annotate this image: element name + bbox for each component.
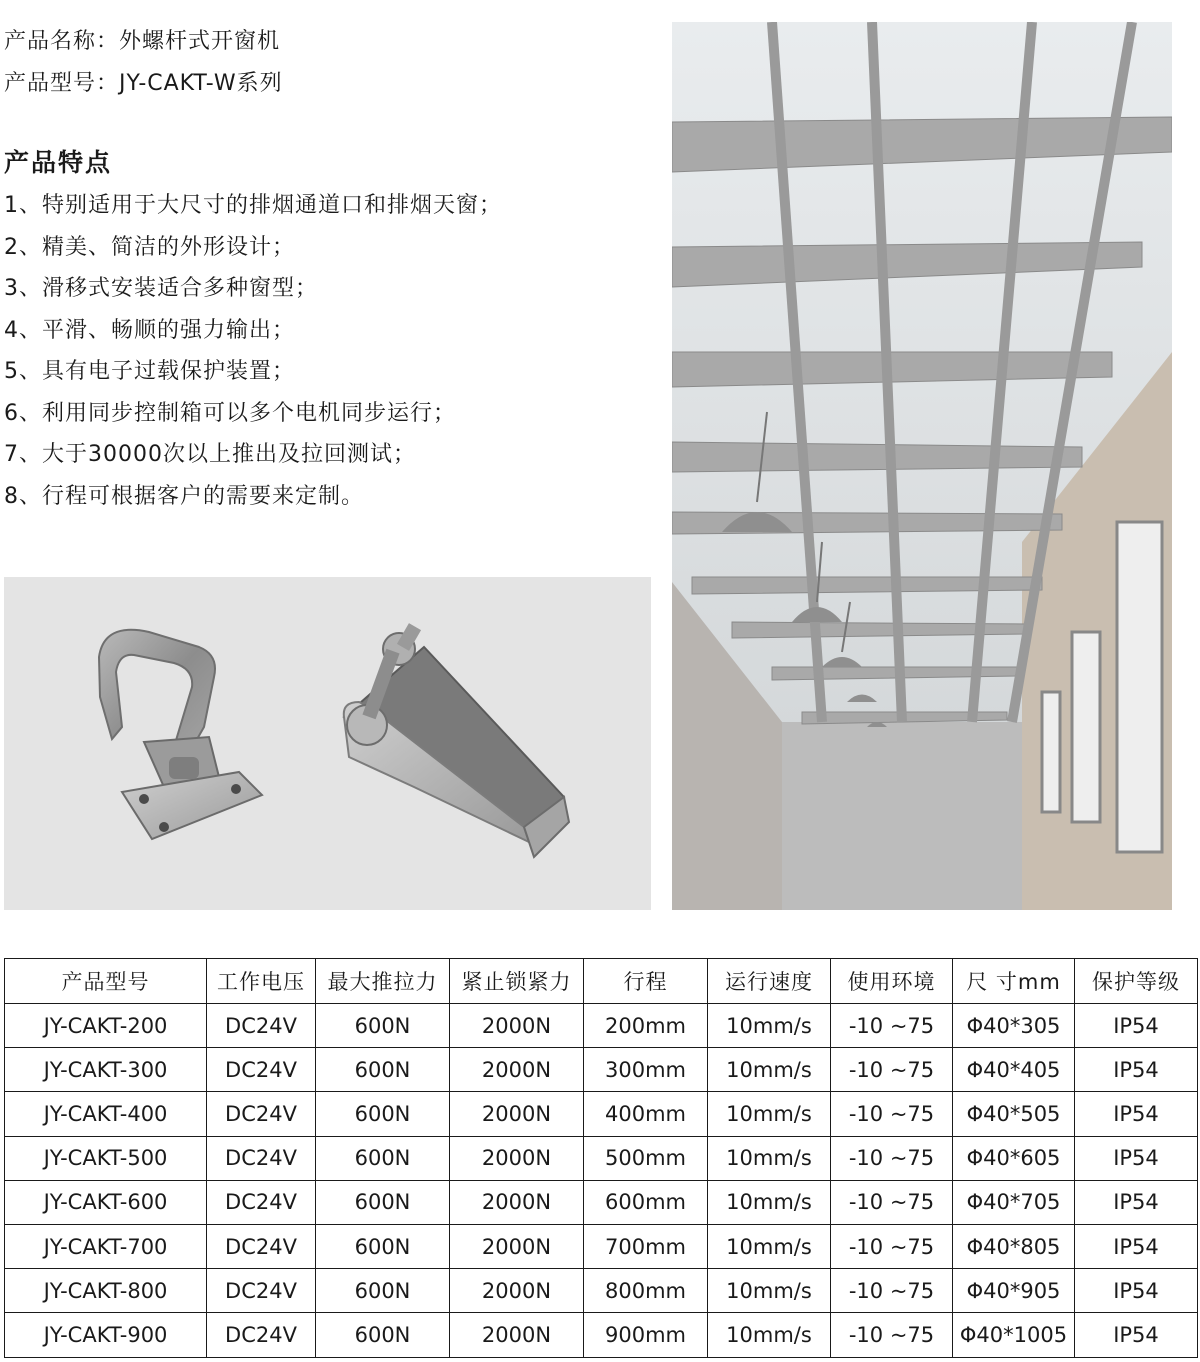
skylight-corridor-photo	[672, 22, 1172, 910]
cell-lock-force: 2000N	[450, 1224, 584, 1268]
cell-size: Φ40*805	[953, 1224, 1075, 1268]
cell-protection: IP54	[1075, 1048, 1198, 1092]
cell-speed: 10mm/s	[708, 1136, 831, 1180]
cell-environment: -10 ~75	[831, 1004, 953, 1048]
cell-size: Φ40*905	[953, 1269, 1075, 1313]
cell-model: JY-CAKT-400	[5, 1092, 207, 1136]
cell-lock-force: 2000N	[450, 1269, 584, 1313]
cell-protection: IP54	[1075, 1224, 1198, 1268]
header-lock-force: 紧止锁紧力	[450, 959, 584, 1004]
cell-max-force: 600N	[316, 1180, 450, 1224]
cell-environment: -10 ~75	[831, 1092, 953, 1136]
cell-lock-force: 2000N	[450, 1180, 584, 1224]
cell-protection: IP54	[1075, 1092, 1198, 1136]
cell-stroke: 900mm	[584, 1313, 708, 1357]
cell-speed: 10mm/s	[708, 1224, 831, 1268]
product-name-line: 产品名称：外螺杆式开窗机	[4, 29, 281, 54]
spec-table	[4, 958, 1198, 1358]
cell-stroke: 600mm	[584, 1180, 708, 1224]
cell-lock-force: 2000N	[450, 1136, 584, 1180]
cell-max-force: 600N	[316, 1269, 450, 1313]
cell-voltage: DC24V	[207, 1048, 316, 1092]
cell-stroke: 700mm	[584, 1224, 708, 1268]
header-speed: 运行速度	[708, 959, 831, 1004]
cell-voltage: DC24V	[207, 1224, 316, 1268]
clevis-bracket-icon	[99, 630, 262, 839]
cell-speed: 10mm/s	[708, 1092, 831, 1136]
features-title: 产品特点	[4, 148, 113, 177]
cell-size: Φ40*505	[953, 1092, 1075, 1136]
cell-model: JY-CAKT-600	[5, 1180, 207, 1224]
cell-model: JY-CAKT-700	[5, 1224, 207, 1268]
cell-stroke: 300mm	[584, 1048, 708, 1092]
cell-voltage: DC24V	[207, 1313, 316, 1357]
cell-protection: IP54	[1075, 1004, 1198, 1048]
table-row	[5, 1048, 1198, 1092]
cell-voltage: DC24V	[207, 1269, 316, 1313]
feature-item: 7、大于30000次以上推出及拉回测试；	[4, 442, 416, 467]
cell-stroke: 500mm	[584, 1136, 708, 1180]
cell-speed: 10mm/s	[708, 1004, 831, 1048]
cell-protection: IP54	[1075, 1313, 1198, 1357]
cell-environment: -10 ~75	[831, 1313, 953, 1357]
cell-stroke: 800mm	[584, 1269, 708, 1313]
cell-model: JY-CAKT-200	[5, 1004, 207, 1048]
cell-environment: -10 ~75	[831, 1224, 953, 1268]
cell-protection: IP54	[1075, 1136, 1198, 1180]
table-row	[5, 1313, 1198, 1357]
cell-environment: -10 ~75	[831, 1048, 953, 1092]
features-list	[4, 188, 502, 520]
table-header-row	[5, 959, 1198, 1004]
feature-item: 4、平滑、畅顺的强力输出；	[4, 317, 295, 343]
header-model: 产品型号	[5, 959, 207, 1004]
table-row	[5, 1092, 1198, 1136]
header-max-force: 最大推拉力	[316, 959, 450, 1004]
cell-environment: -10 ~75	[831, 1136, 953, 1180]
cell-speed: 10mm/s	[708, 1048, 831, 1092]
cell-lock-force: 2000N	[450, 1004, 584, 1048]
cell-speed: 10mm/s	[708, 1313, 831, 1357]
feature-item: 3、滑移式安装适合多种窗型；	[4, 276, 318, 301]
header-environment: 使用环境	[831, 959, 953, 1004]
cell-lock-force: 2000N	[450, 1092, 584, 1136]
cell-stroke: 200mm	[584, 1004, 708, 1048]
cell-voltage: DC24V	[207, 1004, 316, 1048]
product-model-line: 产品型号：JY-CAKT-W系列	[4, 71, 283, 96]
cell-protection: IP54	[1075, 1269, 1198, 1313]
cell-max-force: 600N	[316, 1224, 450, 1268]
table-row	[5, 1180, 1198, 1224]
cell-max-force: 600N	[316, 1092, 450, 1136]
header-protection: 保护等级	[1075, 959, 1198, 1004]
header-voltage: 工作电压	[207, 959, 316, 1004]
cell-model: JY-CAKT-800	[5, 1269, 207, 1313]
table-row	[5, 1004, 1198, 1048]
cell-size: Φ40*405	[953, 1048, 1075, 1092]
cell-lock-force: 2000N	[450, 1313, 584, 1357]
feature-item: 8、行程可根据客户的需要来定制。	[4, 483, 364, 509]
table-row	[5, 1224, 1198, 1268]
cell-lock-force: 2000N	[450, 1048, 584, 1092]
cell-model: JY-CAKT-300	[5, 1048, 207, 1092]
cell-model: JY-CAKT-900	[5, 1313, 207, 1357]
cell-speed: 10mm/s	[708, 1269, 831, 1313]
cell-protection: IP54	[1075, 1180, 1198, 1224]
table-row	[5, 1269, 1198, 1313]
feature-item: 1、特别适用于大尺寸的排烟通道口和排烟天窗；	[4, 193, 502, 218]
cell-voltage: DC24V	[207, 1180, 316, 1224]
cell-size: Φ40*1005	[953, 1313, 1075, 1357]
cell-size: Φ40*305	[953, 1004, 1075, 1048]
header-stroke: 行程	[584, 959, 708, 1004]
cell-max-force: 600N	[316, 1004, 450, 1048]
angle-bracket-icon	[344, 623, 569, 857]
cell-max-force: 600N	[316, 1048, 450, 1092]
table-row	[5, 1136, 1198, 1180]
cell-max-force: 600N	[316, 1136, 450, 1180]
cell-model: JY-CAKT-500	[5, 1136, 207, 1180]
cell-speed: 10mm/s	[708, 1180, 831, 1224]
cell-environment: -10 ~75	[831, 1269, 953, 1313]
cell-max-force: 600N	[316, 1313, 450, 1357]
feature-item: 5、具有电子过载保护装置；	[4, 359, 295, 384]
header-size: 尺 寸mm	[953, 959, 1075, 1004]
bracket-photo	[4, 577, 651, 910]
cell-stroke: 400mm	[584, 1092, 708, 1136]
cell-voltage: DC24V	[207, 1136, 316, 1180]
cell-voltage: DC24V	[207, 1092, 316, 1136]
cell-size: Φ40*705	[953, 1180, 1075, 1224]
cell-size: Φ40*605	[953, 1136, 1075, 1180]
feature-item: 6、利用同步控制箱可以多个电机同步运行；	[4, 400, 456, 426]
feature-item: 2、精美、简洁的外形设计；	[4, 234, 295, 260]
cell-environment: -10 ~75	[831, 1180, 953, 1224]
